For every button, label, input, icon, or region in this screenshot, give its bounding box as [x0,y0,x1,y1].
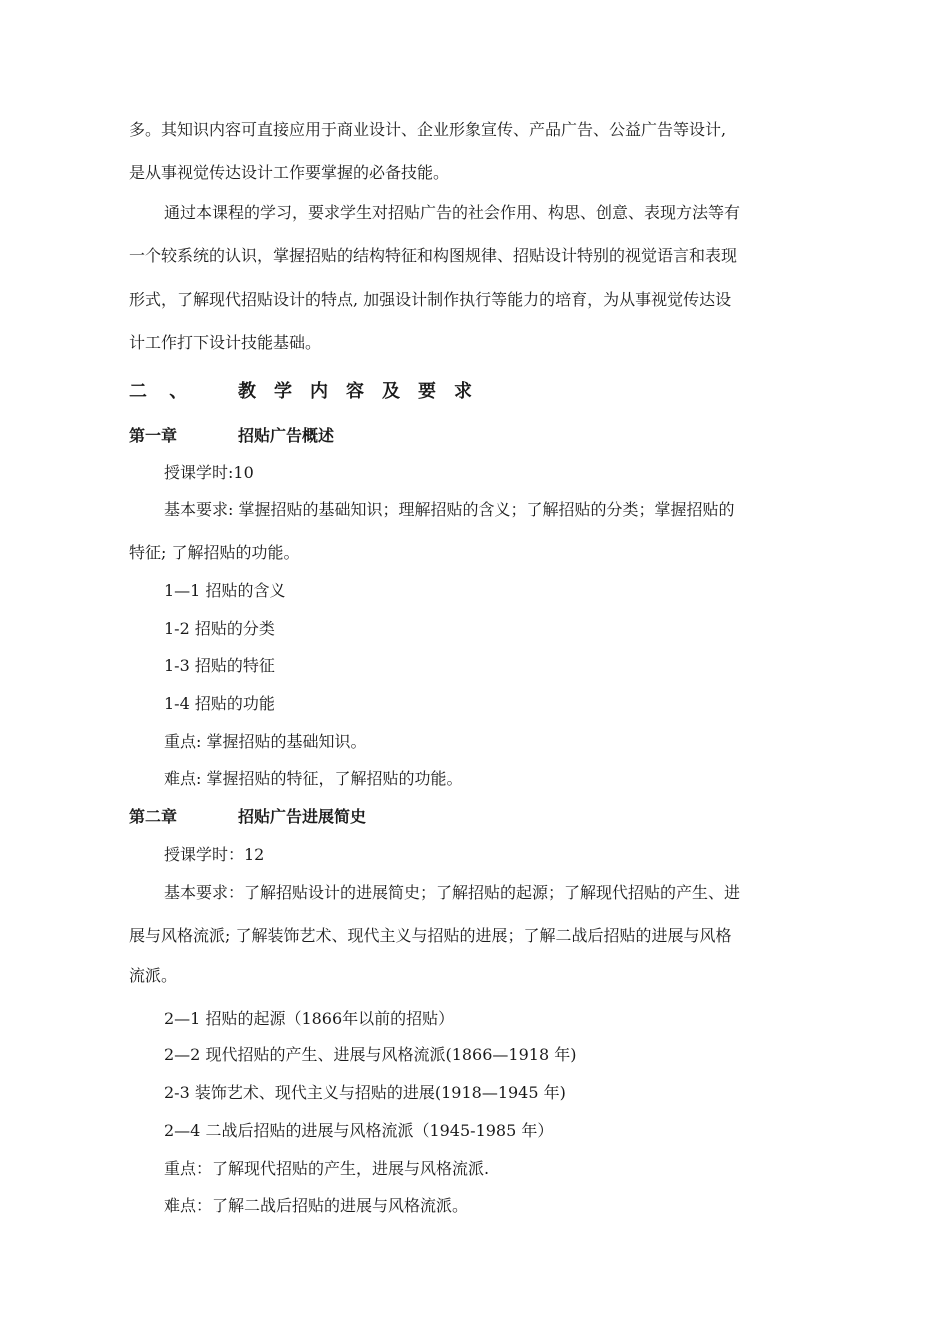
chapter2-requirement-line-2: 展与风格流派; 了解装饰艺术、现代主义与招贴的进展；了解二战后招贴的进展与风格 [129,926,732,945]
chapter1-difficult-point: 难点: 掌握招贴的特征，了解招贴的功能。 [164,769,463,788]
chapter2-requirement-line-1: 基本要求：了解招贴设计的进展简史；了解招贴的起源；了解现代招贴的产生、进 [164,883,741,902]
chapter1-item: 1-3 招贴的特征 [164,656,275,675]
section-title: 教学内容及要求 [238,381,490,402]
intro-para2-line-4: 计工作打下设计技能基础。 [129,333,322,352]
chapter2-hours: 授课学时：12 [164,845,265,864]
chapter1-requirement-line-2: 特征; 了解招贴的功能。 [129,543,300,562]
chapter2-key-point: 重点：了解现代招贴的产生，进展与风格流派. [164,1159,490,1178]
intro-para2-line-3: 形式，了解现代招贴设计的特点, 加强设计制作执行等能力的培育，为从事视觉传达设 [129,290,732,309]
chapter2-number: 第二章 [129,807,178,826]
chapter1-item: 1-4 招贴的功能 [164,694,275,713]
chapter1-number: 第一章 [129,426,178,445]
chapter1-item: 1-2 招贴的分类 [164,619,275,638]
intro-para2-line-1: 通过本课程的学习，要求学生对招贴广告的社会作用、构思、创意、表现方法等有 [164,203,741,222]
chapter2-difficult-point: 难点：了解二战后招贴的进展与风格流派。 [164,1196,469,1215]
chapter2-item: 2—1 招贴的起源（1866年以前的招贴） [164,1009,455,1028]
chapter2-requirement-line-3: 流派。 [129,966,178,985]
chapter1-title: 招贴广告概述 [238,426,335,445]
intro-line-2: 是从事视觉传达设计工作要掌握的必备技能。 [129,163,450,182]
chapter2-title: 招贴广告进展简史 [238,807,367,826]
intro-line-1: 多。其知识内容可直接应用于商业设计、企业形象宣传、产品广告、公益广告等设计, [129,120,727,139]
chapter2-item: 2—4 二战后招贴的进展与风格流派（1945-1985 年） [164,1121,554,1140]
chapter1-hours: 授课学时:10 [164,463,254,482]
chapter1-item: 1—1 招贴的含义 [164,581,286,600]
section-number: 二 、 [129,381,196,402]
chapter1-key-point: 重点: 掌握招贴的基础知识。 [164,732,367,751]
intro-para2-line-2: 一个较系统的认识，掌握招贴的结构特征和构图规律、招贴设计特别的视觉语言和表现 [129,246,738,265]
chapter1-requirement-line-1: 基本要求: 掌握招贴的基础知识；理解招贴的含义；了解招贴的分类；掌握招贴的 [164,500,735,519]
chapter2-item: 2-3 装饰艺术、现代主义与招贴的进展(1918—1945 年) [164,1083,566,1102]
chapter2-item: 2—2 现代招贴的产生、进展与风格流派(1866—1918 年) [164,1045,577,1064]
